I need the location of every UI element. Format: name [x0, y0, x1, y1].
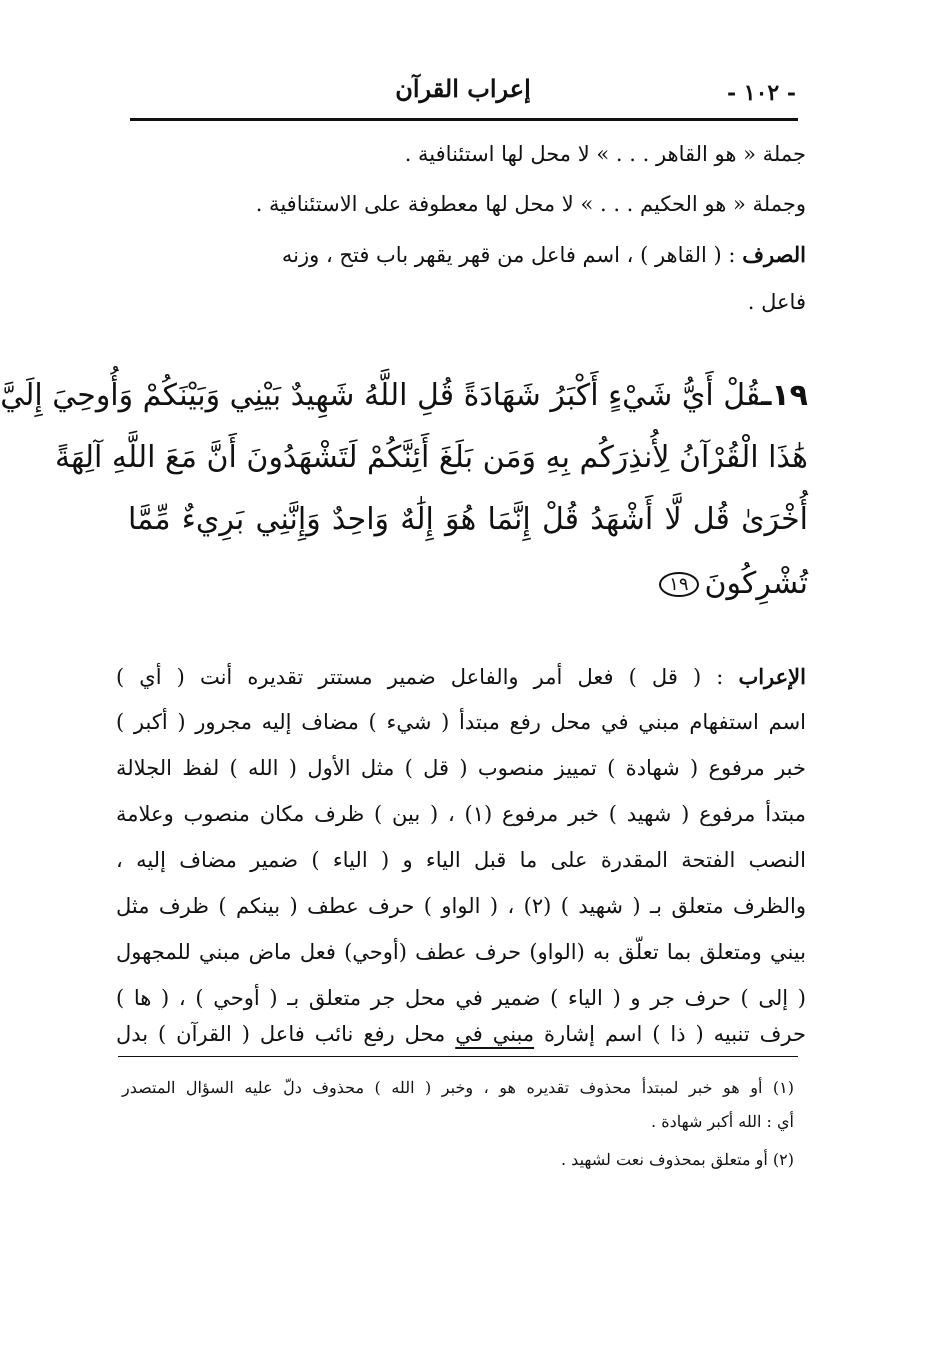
verse-text-1: قُلْ أَيُّ شَيْءٍ أَكْبَرُ شَهَادَةً قُلِ اللَّهُ شَهِيدٌ بَيْنِي وَبَيْنَكُمْ وَأُوحِيَ إِلَيَّ	[0, 378, 762, 413]
irab-line-9	[116, 1022, 806, 1046]
verse-line-2: هَٰذَا الْقُرْآنُ لِأُنذِرَكُم بِهِ وَمَن بَلَغَ أَئِنَّكُمْ لَتَشْهَدُونَ أَنَّ مَعَ اللَّهِ آلِهَةً	[55, 440, 808, 475]
intro-line-1: جملة « هو القاهر . . . » لا محل لها استئنافية .	[404, 142, 806, 166]
irab-line-5: النصب الفتحة المقدرة على ما قبل الياء و ( الياء ) ضمير مضاف إليه ،	[116, 848, 806, 872]
verse-line-1	[0, 378, 808, 413]
irab-text-9a: حرف تنبيه ( ذا ) اسم إشارة	[534, 1022, 806, 1046]
irab-text-9c: محل رفع نائب فاعل ( القرآن ) بدل	[116, 1022, 456, 1046]
footnote-2: (٢) أو متعلق بمحذوف نعت لشهيد .	[561, 1150, 794, 1169]
intro-line-2: وجملة « هو الحكيم . . . » لا محل لها معطوفة على الاستئنافية .	[255, 192, 806, 216]
page-header	[130, 74, 796, 112]
sarf-line	[118, 242, 806, 267]
sarf-term: الصرف	[742, 242, 806, 267]
irab-line-6: والظرف متعلق بـ ( شهيد ) (٢) ، ( الواو ) حرف عطف ( بينكم ) ظرف مثل	[116, 894, 807, 918]
irab-term: الإعراب	[738, 664, 806, 689]
irab-text-1: : ( قل ) فعل أمر والفاعل ضمير مستتر تقديره أنت ( أي )	[116, 665, 739, 689]
header-rule	[130, 118, 798, 121]
irab-text-9b: مبني في	[455, 1022, 535, 1046]
irab-line-8: ( إلى ) حرف جر و ( الياء ) ضمير في محل جر متعلق بـ ( أوحي ) ، ( ها )	[116, 986, 806, 1010]
sarf-end: فاعل .	[747, 290, 806, 314]
verse-text-4: تُشْرِكُونَ	[704, 566, 808, 601]
verse-end-mark: ١٩	[659, 572, 698, 597]
verse-line-3: أُخْرَىٰ قُل لَّا أَشْهَدُ قُلْ إِنَّمَا هُوَ إِلَٰهٌ وَاحِدٌ وَإِنَّنِي بَرِيءٌ مِّمَّا	[128, 502, 808, 537]
footnote-1-line-1: (١) أو هو خبر لمبتدأ محذوف تقديره هو ، وخبر ( الله ) محذوف دلّ عليه السؤال المتصدر	[122, 1078, 794, 1097]
running-title: إعراب القرآن	[395, 74, 531, 103]
footnote-1-line-2: أي : الله أكبر شهادة .	[651, 1112, 794, 1131]
verse-line-4	[128, 566, 808, 601]
verse-number: ١٩ـ	[761, 378, 808, 413]
sarf-text: : ( القاهر ) ، اسم فاعل من قهر يقهر باب فتح ، وزنه	[281, 243, 743, 267]
irab-line-4: مبتدأ مرفوع ( شهيد ) خبر مرفوع (١) ، ( بين ) ظرف مكان منصوب وعلامة	[116, 802, 806, 826]
page-number: - ١٠٢ -	[726, 80, 796, 106]
irab-line-1	[116, 664, 806, 689]
irab-line-7: بيني ومتعلق بما تعلّق به (الواو) حرف عطف (أوحي) فعل ماض مبني للمجهول	[116, 940, 806, 964]
irab-line-2: اسم استفهام مبني في محل رفع مبتدأ ( شيء ) مضاف إليه مجرور ( أكبر )	[116, 710, 806, 734]
footnote-rule	[118, 1056, 798, 1057]
irab-line-3: خبر مرفوع ( شهادة ) تمييز منصوب ( قل ) مثل الأول ( الله ) لفظ الجلالة	[116, 756, 806, 780]
